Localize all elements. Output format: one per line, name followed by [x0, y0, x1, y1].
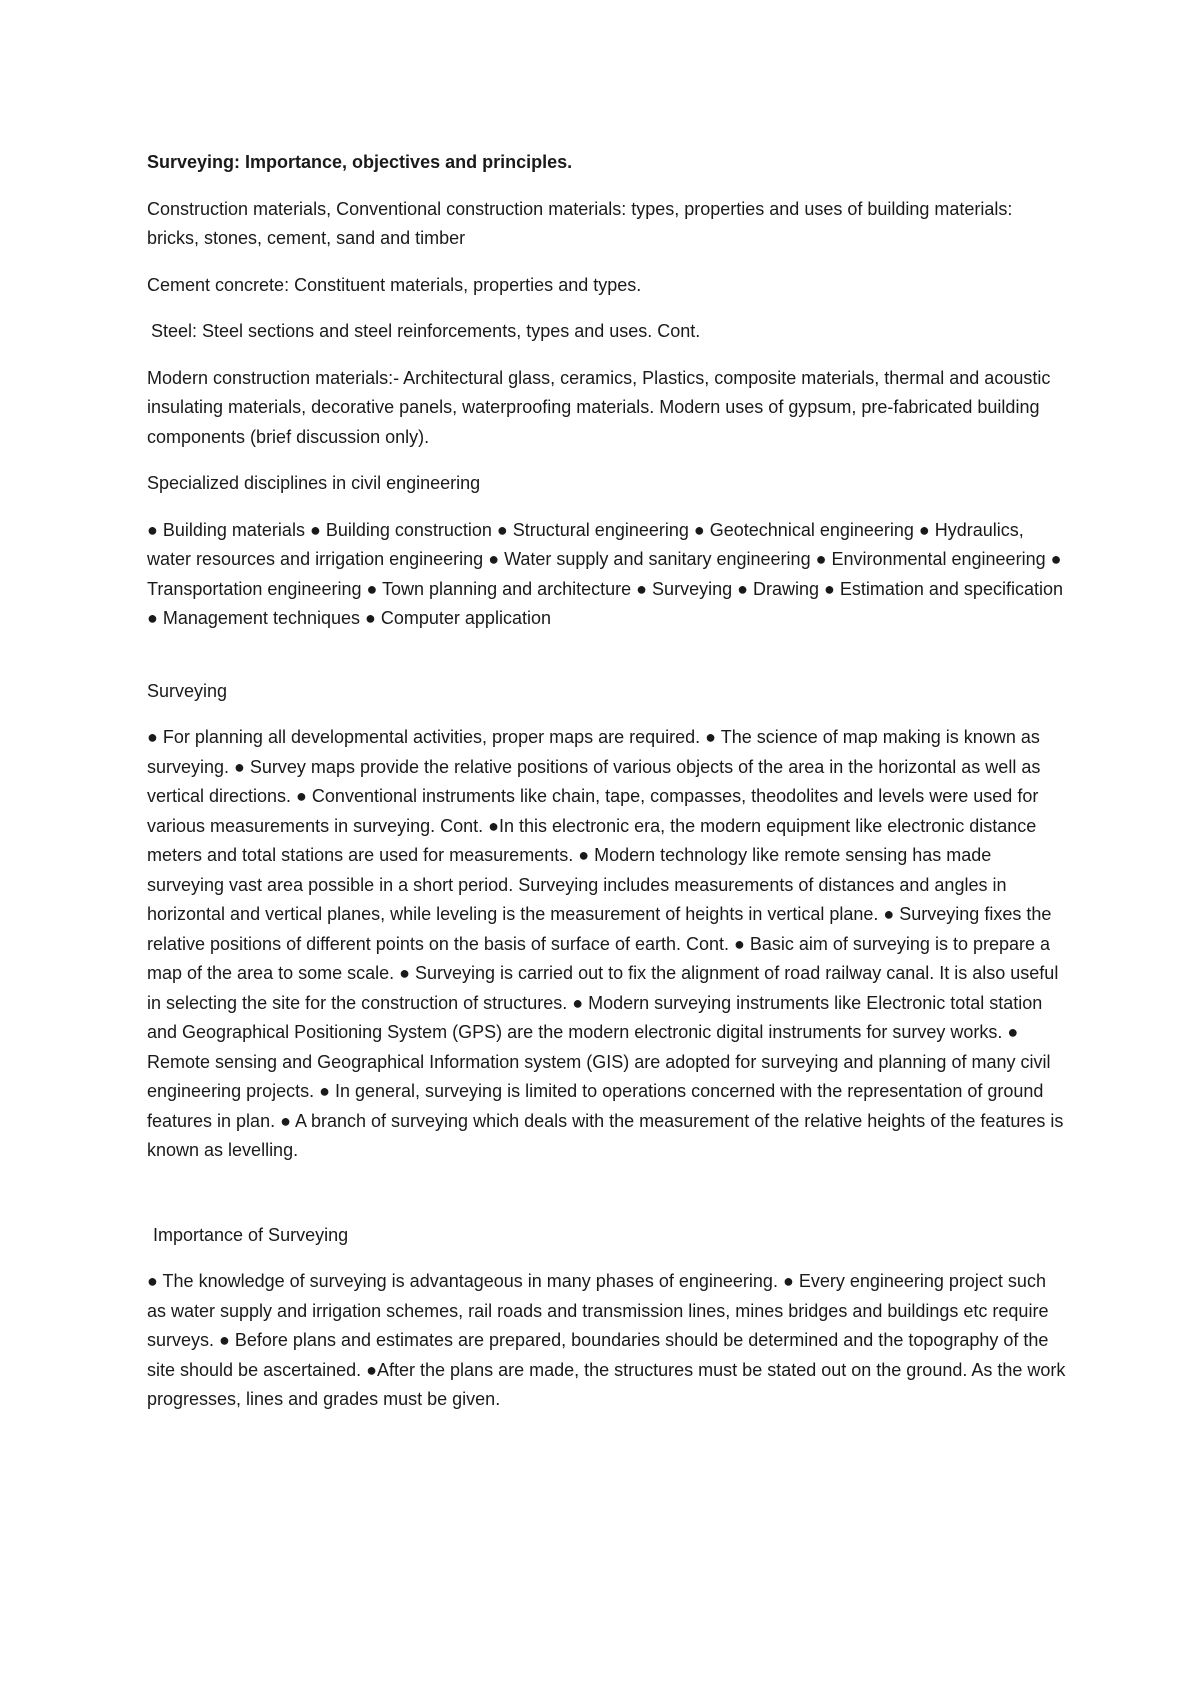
- paragraph-construction-materials: Construction materials, Conventional construction materials: types, properties and uses of building materials: bricks, stones, cement, sand and timber: [147, 198, 1013, 248]
- document-page: [147, 148, 1067, 1415]
- heading-surveying: Surveying: [147, 680, 228, 701]
- paragraph-modern-materials: Modern construction materials:- Architectural glass, ceramics, Plastics, composite materials, thermal and acoustic insulating materials, decorative panels, waterproofing materials. Modern uses of gypsum, pre-fabricated building components (brief discussion only).: [147, 367, 1051, 447]
- paragraph-cement-concrete: Cement concrete: Constituent materials, properties and types.: [147, 274, 642, 295]
- heading-importance-of-surveying: Importance of Surveying: [153, 1224, 349, 1245]
- paragraph-importance: ● The knowledge of surveying is advantageous in many phases of engineering. ● Every engineering project such as water supply and irrigation schemes, rail roads and transmission lines, mines bridges and buildings etc require surveys. ● Before plans and estimates are prepared, boundaries should be determined and the topography of the site should be ascertained. ●After the plans are made, the structures must be stated out on the ground. As the work progresses, lines and grades must be given.: [147, 1271, 1066, 1409]
- paragraph-surveying: ● For planning all developmental activities, proper maps are required. ● The science of map making is known as surveying. ● Survey maps provide the relative positions of various objects of the area in the horizontal as well as vertical directions. ● Conventional instruments like chain, tape, compasses, theodolites and levels were used for various measurements in surveying. Cont. ●In this electronic era, the modern equipment like electronic distance meters and total stations are used for measurements. ● Modern technology like remote sensing has made surveying vast area possible in a short period. Surveying includes measurements of distances and angles in horizontal and vertical planes, while leveling is the measurement of heights in vertical plane. ● Surveying fixes the relative positions of different points on the basis of surface of earth. Cont. ● Basic aim of surveying is to prepare a map of the area to some scale. ● Surveying is carried out to fix the alignment of road railway canal. It is also useful in selecting the site for the construction of structures. ● Modern surveying instruments like Electronic total station and Geographical Positioning System (GPS) are the modern electronic digital instruments for survey works. ● Remote sensing and Geographical Information system (GIS) are adopted for surveying and planning of many civil engineering projects. ● In general, surveying is limited to operations concerned with the representation of ground features in plan. ● A branch of surveying which deals with the measurement of the relative heights of the features is known as levelling.: [147, 727, 1064, 1160]
- document-title: Surveying: Importance, objectives and principles.: [147, 152, 573, 172]
- heading-specialized-disciplines: Specialized disciplines in civil engineering: [147, 473, 481, 493]
- paragraph-steel: Steel: Steel sections and steel reinforcements, types and uses. Cont.: [151, 321, 701, 341]
- paragraph-disciplines-list: ● Building materials ● Building construction ● Structural engineering ● Geotechnical engineering ● Hydraulics, water resources and irrigation engineering ● Water supply and sanitary engineering ● Environmental engineering ● Transportation engineering ● Town planning and architecture ● Surveying ● Drawing ● Estimation and specification ● Management techniques ● Computer application: [147, 519, 1063, 628]
